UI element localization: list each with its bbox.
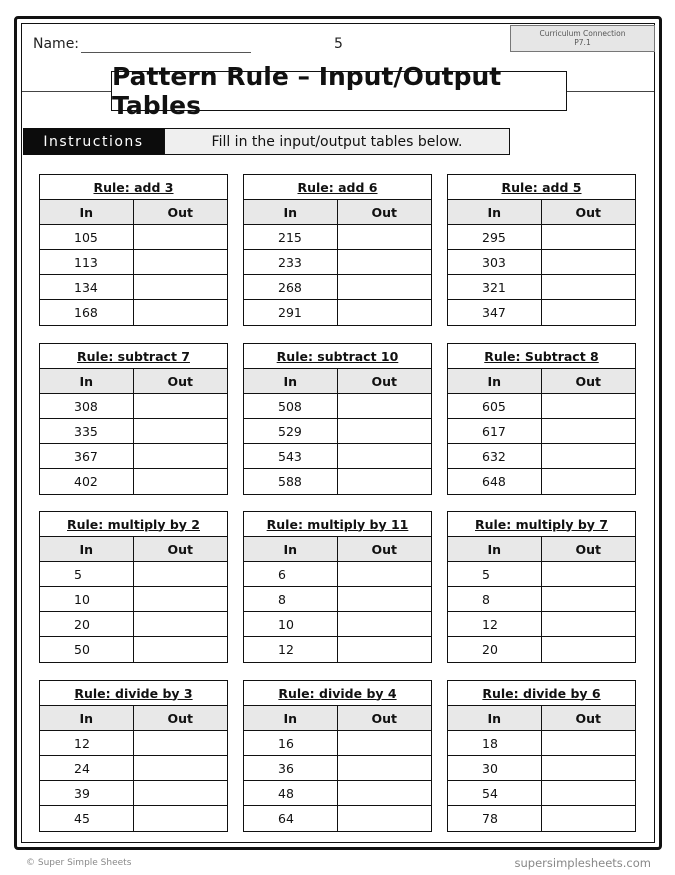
input-value: 215: [244, 225, 338, 249]
input-value: 588: [244, 469, 338, 494]
name-label: Name:: [33, 36, 80, 52]
table-row: [244, 781, 431, 806]
output-blank-cell[interactable]: [134, 419, 227, 443]
input-value: 303: [448, 250, 542, 274]
output-blank-cell[interactable]: [542, 300, 635, 325]
in-column-header: In: [244, 200, 338, 224]
table-row: [244, 756, 431, 781]
out-column-header: Out: [167, 710, 193, 726]
table-row: [40, 250, 227, 275]
output-blank-cell[interactable]: [134, 469, 227, 494]
input-value: 605: [448, 394, 542, 418]
rule-title: Rule: add 6: [244, 175, 431, 200]
in-column-header: In: [40, 537, 134, 561]
output-blank-cell[interactable]: [542, 781, 635, 805]
table-row: [40, 469, 227, 494]
table-header-row: [40, 537, 227, 562]
page-number: 5: [334, 36, 343, 52]
table-row: [40, 731, 227, 756]
table-row: [244, 225, 431, 250]
input-value: 64: [244, 806, 338, 831]
table-row: [40, 756, 227, 781]
table-row: [40, 612, 227, 637]
input-value: 508: [244, 394, 338, 418]
input-value: 5: [40, 562, 134, 586]
output-blank-cell[interactable]: [542, 637, 635, 662]
table-row: [244, 637, 431, 662]
input-value: 632: [448, 444, 542, 468]
input-value: 8: [448, 587, 542, 611]
in-column-header: In: [40, 369, 134, 393]
output-blank-cell[interactable]: [134, 781, 227, 805]
table-row: [40, 637, 227, 662]
input-value: 10: [244, 612, 338, 636]
input-value: 347: [448, 300, 542, 325]
table-row: [448, 806, 635, 831]
input-value: 134: [40, 275, 134, 299]
input-value: 5: [448, 562, 542, 586]
output-blank-cell[interactable]: [338, 419, 431, 443]
instructions-text: Fill in the input/output tables below.: [164, 128, 510, 155]
table-row: [448, 250, 635, 275]
output-blank-cell[interactable]: [542, 756, 635, 780]
input-value: 367: [40, 444, 134, 468]
input-value: 54: [448, 781, 542, 805]
table-row: [244, 612, 431, 637]
output-blank-cell[interactable]: [338, 250, 431, 274]
table-row: [40, 806, 227, 831]
output-blank-cell[interactable]: [542, 250, 635, 274]
page-title: Pattern Rule – Input/Output Tables: [111, 71, 567, 111]
rule-table: [447, 343, 636, 495]
output-blank-cell[interactable]: [338, 562, 431, 586]
out-column-header: Out: [167, 373, 193, 389]
rule-title: Rule: Subtract 8: [448, 344, 635, 369]
output-blank-cell[interactable]: [338, 612, 431, 636]
output-blank-cell[interactable]: [134, 612, 227, 636]
output-blank-cell[interactable]: [338, 225, 431, 249]
input-value: 12: [244, 637, 338, 662]
table-row: [448, 637, 635, 662]
table-row: [40, 562, 227, 587]
output-blank-cell[interactable]: [134, 756, 227, 780]
table-row: [40, 444, 227, 469]
output-blank-cell[interactable]: [338, 444, 431, 468]
out-column-header: Out: [371, 541, 397, 557]
input-value: 24: [40, 756, 134, 780]
input-value: 78: [448, 806, 542, 831]
rule-title: Rule: add 3: [40, 175, 227, 200]
out-column-header: Out: [167, 204, 193, 220]
curriculum-connection-box: [510, 25, 655, 52]
out-column-header: Out: [371, 204, 397, 220]
output-blank-cell[interactable]: [134, 300, 227, 325]
input-value: 36: [244, 756, 338, 780]
output-blank-cell[interactable]: [134, 225, 227, 249]
table-header-row: [40, 200, 227, 225]
title-rule-right: [566, 91, 654, 92]
output-blank-cell[interactable]: [338, 275, 431, 299]
input-value: 617: [448, 419, 542, 443]
in-column-header: In: [40, 200, 134, 224]
input-value: 335: [40, 419, 134, 443]
input-value: 308: [40, 394, 134, 418]
output-blank-cell[interactable]: [542, 225, 635, 249]
output-blank-cell[interactable]: [542, 731, 635, 755]
rule-title: Rule: subtract 7: [40, 344, 227, 369]
output-blank-cell[interactable]: [134, 637, 227, 662]
in-column-header: In: [244, 706, 338, 730]
rule-table: [39, 174, 228, 326]
input-value: 295: [448, 225, 542, 249]
table-header-row: [40, 706, 227, 731]
table-header-row: [448, 200, 635, 225]
input-value: 12: [448, 612, 542, 636]
instructions-label: Instructions: [23, 128, 164, 155]
input-value: 529: [244, 419, 338, 443]
output-blank-cell[interactable]: [338, 300, 431, 325]
rule-title: Rule: subtract 10: [244, 344, 431, 369]
input-value: 6: [244, 562, 338, 586]
table-row: [40, 587, 227, 612]
table-row: [244, 806, 431, 831]
out-column-header: Out: [371, 710, 397, 726]
curriculum-connection-label: Curriculum Connection: [539, 29, 626, 38]
input-value: 12: [40, 731, 134, 755]
output-blank-cell[interactable]: [338, 731, 431, 755]
curriculum-code: P7.1: [574, 38, 591, 47]
table-row: [244, 419, 431, 444]
table-header-row: [244, 369, 431, 394]
output-blank-cell[interactable]: [338, 394, 431, 418]
table-header-row: [448, 706, 635, 731]
rule-title: Rule: add 5: [448, 175, 635, 200]
output-blank-cell[interactable]: [338, 806, 431, 831]
output-blank-cell[interactable]: [542, 275, 635, 299]
input-value: 543: [244, 444, 338, 468]
table-header-row: [244, 200, 431, 225]
table-row: [244, 250, 431, 275]
output-blank-cell[interactable]: [542, 444, 635, 468]
input-value: 16: [244, 731, 338, 755]
rule-title: Rule: divide by 6: [448, 681, 635, 706]
input-value: 291: [244, 300, 338, 325]
table-row: [448, 587, 635, 612]
input-value: 39: [40, 781, 134, 805]
input-value: 20: [40, 612, 134, 636]
output-blank-cell[interactable]: [134, 275, 227, 299]
output-blank-cell[interactable]: [542, 562, 635, 586]
input-value: 45: [40, 806, 134, 831]
rule-table: [39, 680, 228, 832]
table-row: [244, 469, 431, 494]
output-blank-cell[interactable]: [338, 781, 431, 805]
output-blank-cell[interactable]: [134, 587, 227, 611]
input-value: 168: [40, 300, 134, 325]
table-row: [448, 444, 635, 469]
table-row: [448, 756, 635, 781]
table-header-row: [244, 537, 431, 562]
output-blank-cell[interactable]: [542, 806, 635, 831]
table-row: [448, 394, 635, 419]
rule-table: [243, 343, 432, 495]
rule-table: [447, 511, 636, 663]
output-blank-cell[interactable]: [338, 637, 431, 662]
in-column-header: In: [448, 706, 542, 730]
output-blank-cell[interactable]: [542, 612, 635, 636]
rule-title: Rule: divide by 4: [244, 681, 431, 706]
table-row: [40, 394, 227, 419]
out-column-header: Out: [371, 373, 397, 389]
table-header-row: [448, 369, 635, 394]
table-row: [244, 587, 431, 612]
rule-title: Rule: multiply by 2: [40, 512, 227, 537]
title-rule-left: [22, 91, 112, 92]
table-row: [448, 781, 635, 806]
table-row: [448, 225, 635, 250]
output-blank-cell[interactable]: [134, 444, 227, 468]
table-row: [40, 300, 227, 325]
table-row: [448, 731, 635, 756]
output-blank-cell[interactable]: [338, 756, 431, 780]
table-row: [448, 300, 635, 325]
input-value: 268: [244, 275, 338, 299]
input-value: 48: [244, 781, 338, 805]
input-value: 113: [40, 250, 134, 274]
input-value: 105: [40, 225, 134, 249]
table-row: [40, 225, 227, 250]
table-row: [448, 469, 635, 494]
table-row: [244, 300, 431, 325]
rule-title: Rule: divide by 3: [40, 681, 227, 706]
table-header-row: [40, 369, 227, 394]
table-header-row: [244, 706, 431, 731]
table-row: [244, 562, 431, 587]
input-value: 18: [448, 731, 542, 755]
output-blank-cell[interactable]: [338, 469, 431, 494]
input-value: 321: [448, 275, 542, 299]
output-blank-cell[interactable]: [542, 394, 635, 418]
table-row: [244, 731, 431, 756]
input-value: 20: [448, 637, 542, 662]
in-column-header: In: [40, 706, 134, 730]
output-blank-cell[interactable]: [134, 806, 227, 831]
rule-table: [243, 511, 432, 663]
in-column-header: In: [244, 369, 338, 393]
rule-table: [39, 343, 228, 495]
out-column-header: Out: [575, 541, 601, 557]
table-header-row: [448, 537, 635, 562]
input-value: 10: [40, 587, 134, 611]
in-column-header: In: [448, 200, 542, 224]
rule-table: [39, 511, 228, 663]
output-blank-cell[interactable]: [542, 587, 635, 611]
input-value: 402: [40, 469, 134, 494]
table-row: [448, 275, 635, 300]
output-blank-cell[interactable]: [338, 587, 431, 611]
rule-title: Rule: multiply by 7: [448, 512, 635, 537]
input-value: 50: [40, 637, 134, 662]
out-column-header: Out: [575, 204, 601, 220]
output-blank-cell[interactable]: [542, 469, 635, 494]
footer-site: supersimplesheets.com: [514, 856, 651, 870]
out-column-header: Out: [167, 541, 193, 557]
output-blank-cell[interactable]: [134, 394, 227, 418]
table-row: [40, 275, 227, 300]
output-blank-cell[interactable]: [134, 731, 227, 755]
rule-table: [243, 174, 432, 326]
input-value: 8: [244, 587, 338, 611]
rule-table: [243, 680, 432, 832]
out-column-header: Out: [575, 710, 601, 726]
footer-copyright: © Super Simple Sheets: [26, 858, 132, 868]
rule-title: Rule: multiply by 11: [244, 512, 431, 537]
rule-table: [447, 680, 636, 832]
table-row: [448, 562, 635, 587]
in-column-header: In: [448, 369, 542, 393]
output-blank-cell[interactable]: [134, 250, 227, 274]
rule-table: [447, 174, 636, 326]
table-row: [244, 444, 431, 469]
input-value: 648: [448, 469, 542, 494]
out-column-header: Out: [575, 373, 601, 389]
table-row: [448, 612, 635, 637]
table-row: [40, 419, 227, 444]
in-column-header: In: [244, 537, 338, 561]
table-row: [244, 275, 431, 300]
in-column-header: In: [448, 537, 542, 561]
table-row: [448, 419, 635, 444]
input-value: 233: [244, 250, 338, 274]
table-row: [244, 394, 431, 419]
input-value: 30: [448, 756, 542, 780]
output-blank-cell[interactable]: [542, 419, 635, 443]
table-row: [40, 781, 227, 806]
name-blank-line: [81, 52, 251, 53]
output-blank-cell[interactable]: [134, 562, 227, 586]
